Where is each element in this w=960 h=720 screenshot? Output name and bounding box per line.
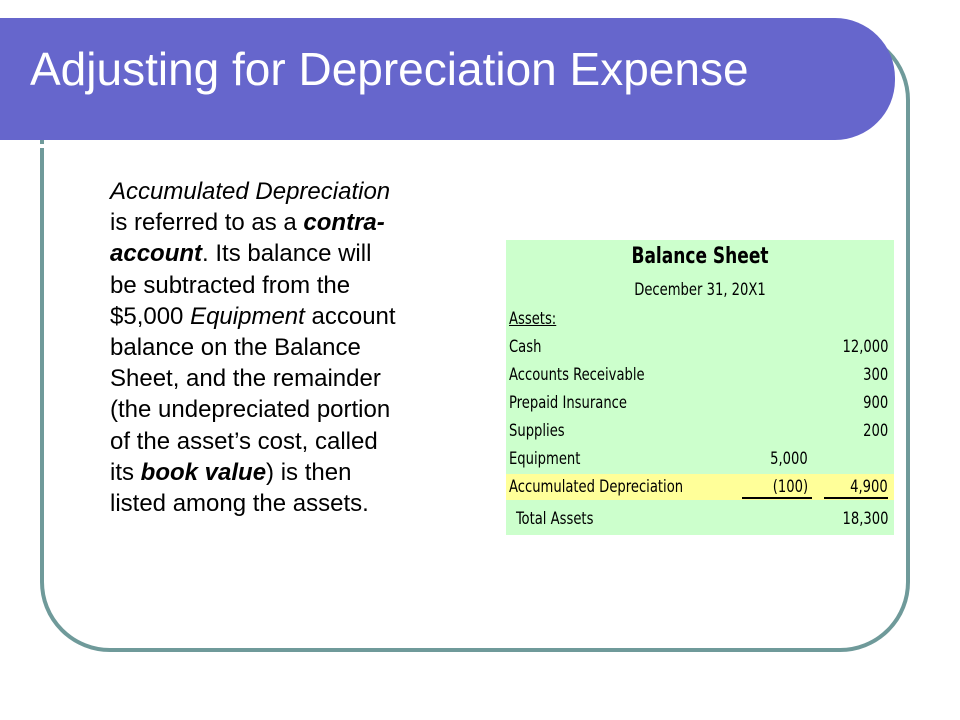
paragraph-line — [110, 301, 500, 332]
paragraph-line — [110, 488, 500, 519]
assets-header-row — [506, 306, 894, 332]
text-run: Accumulated Depreciation — [110, 178, 391, 205]
paragraph-line — [110, 457, 500, 488]
text-run: . Its balance will — [202, 240, 372, 268]
paragraph-line — [110, 394, 500, 425]
table-row — [506, 334, 894, 360]
text-run: account — [304, 302, 396, 330]
row-subamount: (100) — [772, 477, 808, 497]
text-run: is referred to as a — [110, 209, 304, 237]
row-label: Supplies — [509, 421, 565, 441]
balance-sheet-date: December 31, 20X1 — [634, 280, 766, 300]
text-run: balance on the Balance — [110, 333, 361, 361]
total-label: Total Assets — [516, 509, 594, 529]
text-run: of the asset’s cost, called — [110, 427, 378, 455]
table-row — [506, 390, 894, 416]
text-run: Sheet, and the remainder — [110, 365, 381, 393]
paragraph-line — [110, 238, 500, 269]
title-underline — [0, 144, 848, 148]
row-subamount: 5,000 — [770, 449, 808, 469]
paragraph-line — [110, 363, 500, 394]
amount-underline — [824, 497, 888, 499]
row-label: Accounts Receivable — [509, 365, 645, 385]
text-run: its — [110, 458, 141, 486]
row-amount: 900 — [862, 393, 888, 413]
row-amount: 200 — [862, 421, 888, 441]
text-run: listed among the assets. — [110, 489, 369, 517]
table-row — [506, 418, 894, 444]
text-run: ) is then — [266, 458, 352, 486]
paragraph-line — [110, 207, 500, 238]
table-row — [506, 446, 894, 472]
text-run: book value — [140, 458, 267, 486]
row-amount: 300 — [862, 365, 888, 385]
paragraph-line — [110, 176, 500, 207]
total-amount: 18,300 — [841, 509, 888, 529]
paragraph-line — [110, 270, 500, 301]
subamount-underline — [742, 497, 812, 499]
slide-title: Adjusting for Depreciation Expense — [30, 43, 749, 95]
text-run: contra- — [303, 209, 385, 237]
assets-heading: Assets: — [509, 309, 557, 329]
paragraph-line — [110, 426, 500, 457]
table-row — [506, 362, 894, 388]
text-run: Equipment — [190, 302, 305, 330]
table-row-highlighted — [506, 474, 894, 500]
text-run: (the undepreciated portion — [110, 396, 391, 424]
row-amount: 12,000 — [841, 337, 888, 357]
body-paragraph — [110, 176, 500, 519]
balance-sheet-title: Balance Sheet — [631, 244, 769, 269]
text-run: account — [110, 240, 203, 268]
row-amount: 4,900 — [850, 477, 888, 497]
total-row — [506, 506, 894, 532]
text-run: be subtracted from the — [110, 271, 351, 299]
paragraph-line — [110, 332, 500, 363]
text-run: $5,000 — [110, 302, 191, 330]
row-label: Cash — [509, 337, 542, 357]
balance-sheet — [506, 240, 894, 535]
row-label: Accumulated Depreciation — [509, 477, 684, 497]
row-label: Prepaid Insurance — [509, 393, 627, 413]
row-label: Equipment — [509, 449, 581, 469]
